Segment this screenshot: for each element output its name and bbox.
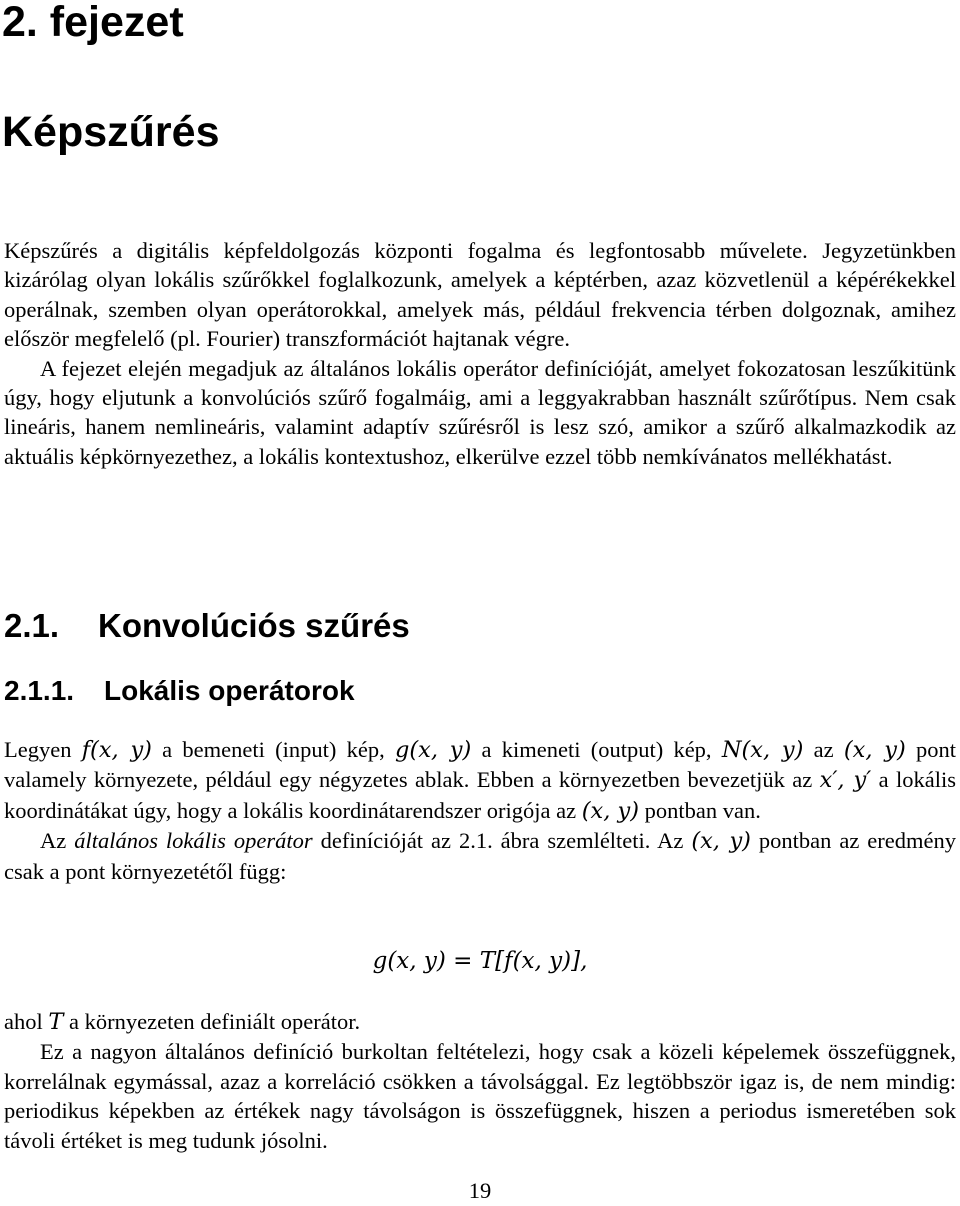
emphasis-term: általános lokális operátor [74,828,313,854]
definition-text [4,735,956,886]
intro-paragraph-2: A fejezet elején megadjuk az általános lokális operátor definícióját, amelyet fokozatosan leszűkitünk úgy, hogy eljutunk a konvolúciós szűrő fogalmáig, ami a leggyakrabban használt szűrőtípus. Nem csak lineáris, hanem nemlineáris, valamint adaptív szűrésről is lesz szó, amikor a szűrő alkalmazkodik az aktuális képkörnyezethez, a lokális kontextushoz, elkerülve ezzel több nemkívánatos mellékhatást. [4,355,956,469]
math-xy: (x, y) [581,797,639,824]
section-heading [4,604,410,648]
section-number: 2.1. [4,607,60,644]
chapter-title: Képszűrés [2,108,220,156]
section-title: Konvolúciós szűrés [98,607,410,644]
math-g: g(x, y) [394,737,472,763]
math-f: f(x, y) [81,737,152,763]
subsection-title: Lokális operátorok [104,675,355,706]
math-xy: (x, y) [691,828,751,855]
paragraph-altalanos: Az általános lokális operátor definícióját az 2.1. ábra szemlélteti. Az (x, y) pontban az eredmény csak a pont környezetétől függ: [4,828,956,884]
page-number: 19 [468,1178,492,1203]
subsection-number: 2.1.1. [4,675,75,706]
math-t: T [48,1009,64,1035]
math-xy: (x, y) [843,737,906,763]
intro-text [4,236,956,471]
closing-text [4,1007,956,1155]
paragraph-ahol: ahol T a környezeten definiált operátor. [4,1009,361,1035]
chapter-label: 2. fejezet [2,0,184,46]
intro-paragraph-1: Képszűrés a digitális képfeldolgozás központi fogalma és legfontosabb művelete. Jegyzetünkben kizárólag olyan lokális szűrőkkel foglalkozunk, amelyek a képtérben, azaz közvetlenül a képérékekkel operálnak, szemben olyan operátorokkal, amelyek más, például frekvencia térben dolgoznak, amihez először megfelelő (pl. Fourier) transzformációt hajtanak végre. [4,238,956,352]
subsection-heading [4,672,355,710]
math-local-coords: x′, y′ [819,767,872,794]
display-equation: g(x, y) = T[f(x, y)], [372,948,588,974]
paragraph-legyen: Legyen f(x, y) a bemeneti (input) kép, g(x, y) a kimeneti (output) kép, N(x, y) az (x, y) pont valamely környezete, például egy négyzetes ablak. Ebben a környezetben bevezetjük az x′, y′ a lokális koordinátákat úgy, hogy a lokális koordinátarendszer origója az (x, y) pontban van. [4,737,957,824]
math-n: N(x, y) [721,737,804,763]
paragraph-definicio: Ez a nagyon általános definíció burkoltan feltételezi, hogy csak a közeli képelemek összefüggnek, korrelálnak egymással, azaz a korreláció csökken a távolsággal. Ez legtöbbször igaz is, de nem mindig: periodikus képekben az értékek nagy távolságon is összefüggnek, hiszen a periodus ismeretében sok távoli értéket is meg tudunk jósolni. [4,1039,956,1153]
